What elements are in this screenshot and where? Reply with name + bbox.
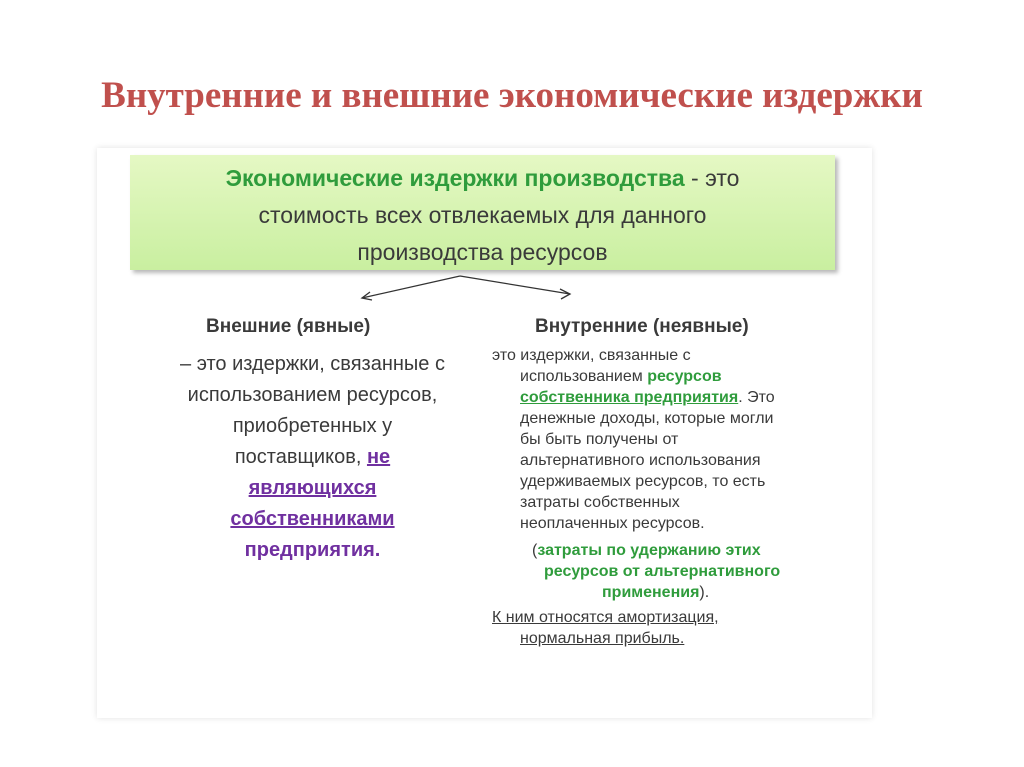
external-line-5 (140, 473, 485, 504)
arrow-right-line (460, 276, 570, 294)
internal-footer-line-2: нормальная прибыль. (520, 630, 685, 647)
internal-line-8: затраты собственных (520, 494, 680, 511)
internal-line-4: денежные доходы, которые могли (520, 410, 774, 427)
internal-heading: Внутренние (неявные) (535, 316, 749, 337)
internal-line-2-text: использованием (520, 368, 648, 385)
internal-line-6: альтернативного использования (520, 452, 761, 469)
external-highlight-4: предприятия (244, 539, 375, 561)
internal-note-text-2: ресурсов от альтернативного (544, 563, 781, 580)
internal-footer-line-1: К ним относятся амортизация, (492, 609, 719, 626)
external-highlight-2: являющихся (248, 477, 377, 499)
external-description (140, 349, 485, 566)
internal-highlight-1: ресурсов (647, 368, 722, 385)
external-line-2: использованием ресурсов, (187, 384, 438, 406)
external-highlight-1: не (366, 446, 391, 468)
internal-note-close: ). (699, 584, 710, 601)
internal-note-text-3: применения (602, 584, 700, 601)
internal-highlight-2: собственника предприятия (520, 389, 739, 406)
internal-line-9: неоплаченных ресурсов. (520, 515, 705, 532)
internal-note-text-1: затраты по удержанию этих (537, 542, 761, 559)
external-line-7-end: . (374, 539, 381, 561)
external-line-4 (140, 442, 485, 473)
definition-line-3: производства ресурсов (357, 239, 608, 265)
definition-separator: - это (684, 165, 740, 191)
definition-line-2: стоимость всех отвлекаемых для данного (258, 202, 707, 228)
internal-line-3 (492, 387, 852, 408)
external-heading: Внешние (явные) (206, 316, 371, 337)
external-line-3: приобретенных у (232, 415, 393, 437)
internal-line-2 (492, 366, 852, 387)
internal-note-open: ( (532, 542, 538, 559)
external-line-4-text: поставщиков, (234, 446, 367, 468)
definition-box (130, 155, 835, 270)
internal-line-5: бы быть получены от (520, 431, 679, 448)
definition-line-1 (130, 160, 835, 197)
slide-title: Внутренние и внешние экономические издержки (101, 75, 923, 116)
arrow-left-line (362, 276, 460, 298)
branch-arrows (350, 270, 580, 310)
internal-line-7: удерживаемых ресурсов, то есть (520, 473, 766, 490)
internal-description (492, 345, 852, 649)
internal-note-line-3 (492, 582, 852, 603)
external-highlight-3: собственниками (230, 508, 395, 530)
external-line-6 (140, 504, 485, 535)
internal-note-line-1 (492, 540, 852, 561)
internal-line-3-end: . Это (738, 389, 775, 406)
internal-line-1: это издержки, связанные с (492, 347, 691, 364)
definition-term: Экономические издержки производства (225, 165, 685, 191)
external-line-1: – это издержки, связанные с (180, 353, 445, 375)
external-line-7 (140, 535, 485, 566)
